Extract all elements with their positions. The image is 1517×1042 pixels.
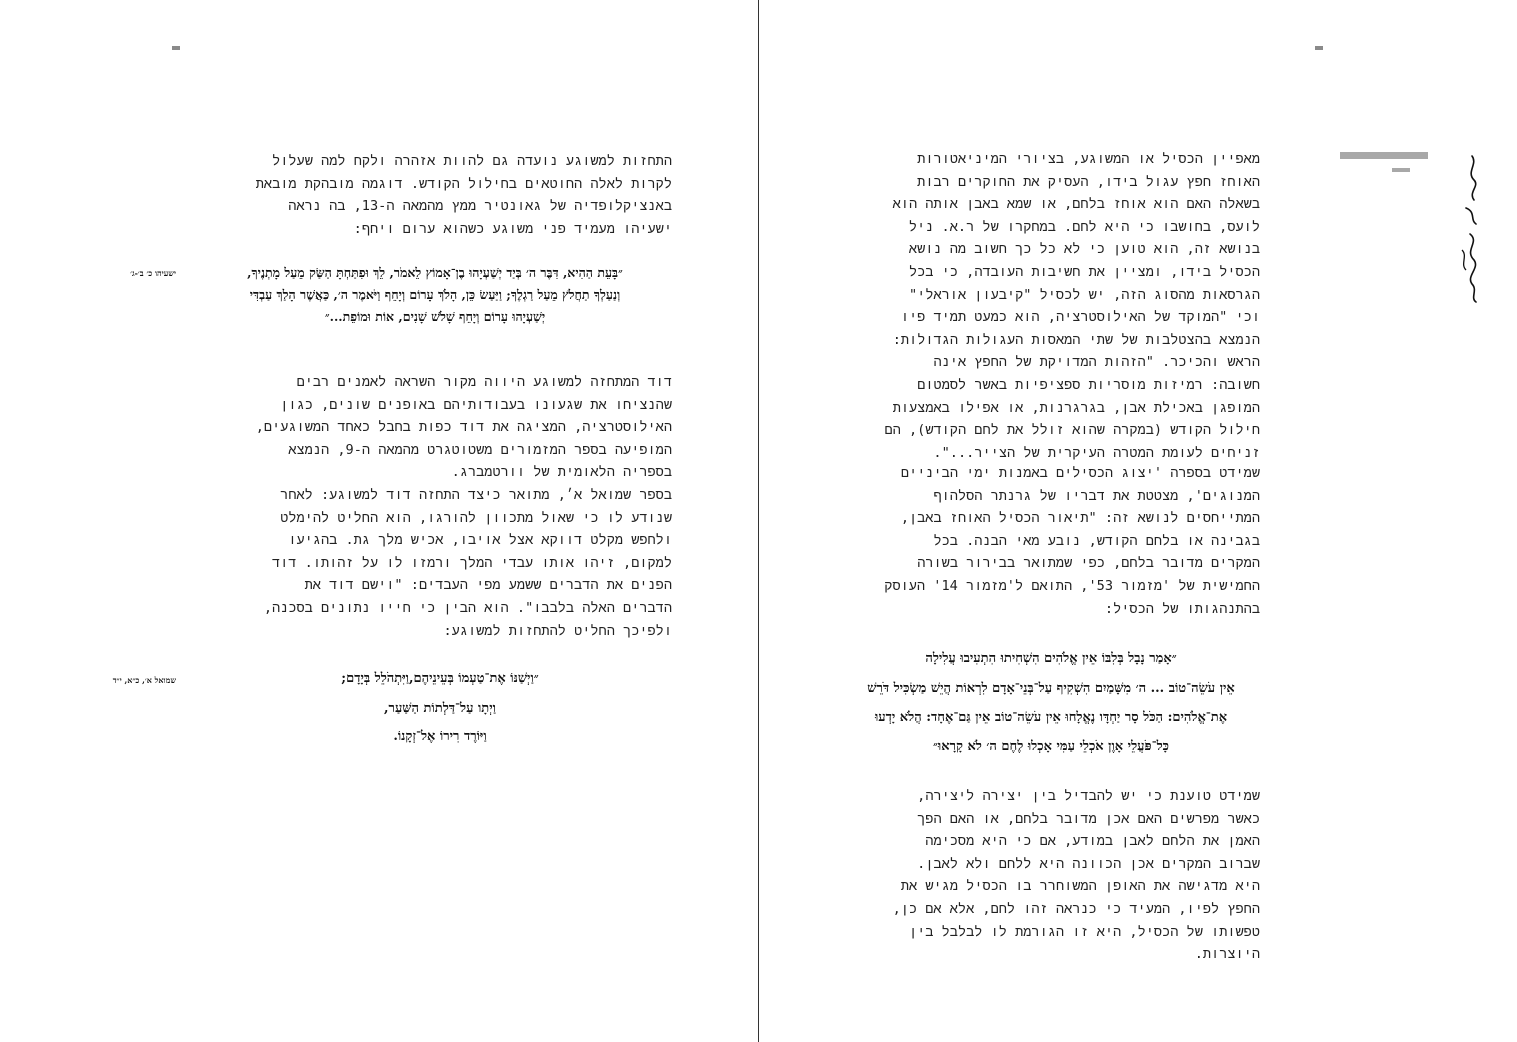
left-verse-isaiah: ״בָּעֵת הַהִיא, דִּבֶּר ה׳ בְּיַד יְשַׁעְיָהוּ בֶן־אָמוֹץ לֵאמֹר, לֵךְ וּפִתַּחְתָּ הַשַּׂק מֵעַל מָתְנֶיךָ, וְנַעַלְךָ תַחֲלֹץ מֵעַל רַגְלֶךָ; וַיַּעַשׂ כֵּן, הָלֹךְ עָרוֹם וְיָחֵף וַיֹּאמֶר ה׳, כַּאֲשֶׁר הָלַךְ עַבְדִּי יְשַׁעְיָהוּ עָרוֹם וְיָחֵף שָׁלֹשׁ שָׁנִים, אוֹת וּמוֹפֵת...״ (247, 265, 623, 324)
left-verse-samuel-line-2: וַיְתָו עַל־דַּלְתוֹת הַשַּׁעַר, (384, 701, 496, 716)
page-gutter-divider (758, 0, 759, 1042)
right-verse-line-4: כָּל־פֹּעֲלֵי אָוֶן אֹכְלֵי עַמִּי אָכְלוּ לֶחֶם ה׳ לֹא קָרָאוּ״ (932, 739, 1170, 754)
right-verse-line-3: אֶת־אֱלֹהִים: הַכֹּל סָר יַחְדָּו נֶאֱלָחוּ אֵין עֹשֵׂה־טוֹב אֵין גַּם־אֶחָד: הֲלֹא יָדְעוּ (874, 710, 1228, 725)
signature-icon (1452, 150, 1492, 310)
chapter-bar-graphic (1338, 150, 1430, 178)
left-paragraph-1: התחזות למשוגע נועדה גם להוות אזהרה ולקח למה שעלול לקרות לאלה החוטאים בחילול הקודש. דוגמה מובהקת מובאת באנציקלופדיה של גאונטיר ממץ מהמאה ה-13, בה נראה ישעיהו מעמיד פני משוגע כשהוא ערום ויחף: (255, 153, 672, 237)
left-paragraph-2: דוד המתחזה למשוגע היווה מקור השראה לאמנים רבים שהנציחו את שגעונו בעבודותיהם באופנים שונים, כגון האילוסטרציה, המציגה את דוד כפות בחבל כאחד המשוגעים, המופיעה בספר המזמורים משטוטגרט מהמאה ה-9, הנמצא בספריה הלאומית של וורטמברג. (255, 374, 672, 481)
handwritten-signature (1452, 150, 1492, 310)
left-verse-samuel-line-1: ״וַיְשַׁנּוֹ אֶת־טַעְמוֹ בְּעֵינֵיהֶם,וַיִּתְהֹלֵל בְּיָדָם; (341, 671, 539, 686)
left-page-marker (172, 46, 180, 50)
right-paragraph-1: מאפיין הכסיל או המשוגע, בציורי המיניאטורות האוחז חפץ עגול בידו, העסיק את החוקרים רבות בשאלה האם הוא אוחז בלחם, או שמא באבן אותה הוא לועס, בחושבו כי היא לחם. במחקרו של ר.א. ניל בנושא זה, הוא טוען כי לא כל כך חשוב מה נושא הכסיל בידו, ומציין את חשיבות העובדה, כי בכל הגרסאות מהסוג הזה, יש לכסיל "קיבעון אוראלי" וכי "המוקד של האילוסטרציה, הוא כמעט תמיד פיו הנמצא בהצטלבות של שתי המאסות העגולות הגדולות: הראש והכיכר. "הזהות המדויקת של החפץ אינה חשובה: רמיזות מוסריות ספציפיות באשר לסמטום המופגן באכילת אבן, בגרגרנות, או אפילו באמצעות חילול הקודש (במקרה שהוא זולל את לחם הקודש), הם זניחים לעומת המטרה העיקרית של הצייר...". (884, 151, 1260, 461)
right-verse-line-2: אֵין עֹשֵׂה־טוֹב ... ה׳ מִשָּׁמַיִם הִשְׁקִיף עַל־בְּנֵי־אָדָם לִרְאוֹת הֲיֵשׁ מַשְׂכִּיל דֹּרֵשׁ (867, 681, 1235, 696)
right-page-marker (1315, 46, 1323, 50)
left-verse-isaiah-reference: ישעיהו כ׳ ב׳-ג׳ (130, 268, 176, 278)
right-paragraph-3: שמידט טוענת כי יש להבדיל בין יצירה ליצירה, כאשר מפרשים האם אכן מדובר בלחם, או האם הפך האמן את הלחם לאבן במודע, אם כי היא מסכימה שברוב המקרים אכן הכוונה היא ללחם ולא לאבן. היא מדגישה את האופן המשוחרר בו הכסיל מגיש את החפץ לפיו, המעיד כי כנראה זהו לחם, אלא אם כן, טפשותו של הכסיל, היא זו הגורמת לו לבלבל בין היוצרות. (892, 788, 1260, 963)
right-verse-line-1: ״אָמַר נָבָל בְּלִבּוֹ אֵין אֱלֹהִים הִשְׁחִיתוּ הִתְעִיבוּ עֲלִילָה (925, 651, 1177, 666)
right-paragraph-2: שמידט בספרה 'יצוג הכסילים באמנות ימי הביניים המנוגים', מצטטת את דבריו של גרנתר הסלהוף המתייחסים לנושא זה: "תיאור הכסיל האוחז באבן, בגבינה או בלחם הקודש, נובע מאי הבנה. בכל המקרים מדובר בלחם, כפי שמתואר בבירור בשורה החמישית של 'מזמור 53', התואם ל'מזמור 14' העוסק בהתנהגותו של הכסיל: (884, 465, 1260, 617)
left-verse-samuel-reference: שמואל א׳, כ״א, י״ד (112, 675, 176, 685)
left-verse-samuel-line-3: וַיּוֹרֶד רִירוֹ אֶל־זְקָנוֹ. (393, 729, 487, 744)
left-paragraph-3: בספר שמואל א׳, מתואר כיצד התחזה דוד למשוגע: לאחר שנודע לו כי שאול מתכוון להורגו, הוא החליט להימלט ולחפש מקלט דווקא אצל אויבו, אכיש מלך גת. בהגיעו למקום, זיהו אותו עבדי המלך ורמזו לו על זהותו. דוד הפנים את הדברים ששמע מפי העבדים: "וישם דוד את הדברים האלה בלבבו". הוא הבין כי חייו נתונים בסכנה, ולפיכך החליט להתחזות למשוגע: (263, 487, 672, 639)
